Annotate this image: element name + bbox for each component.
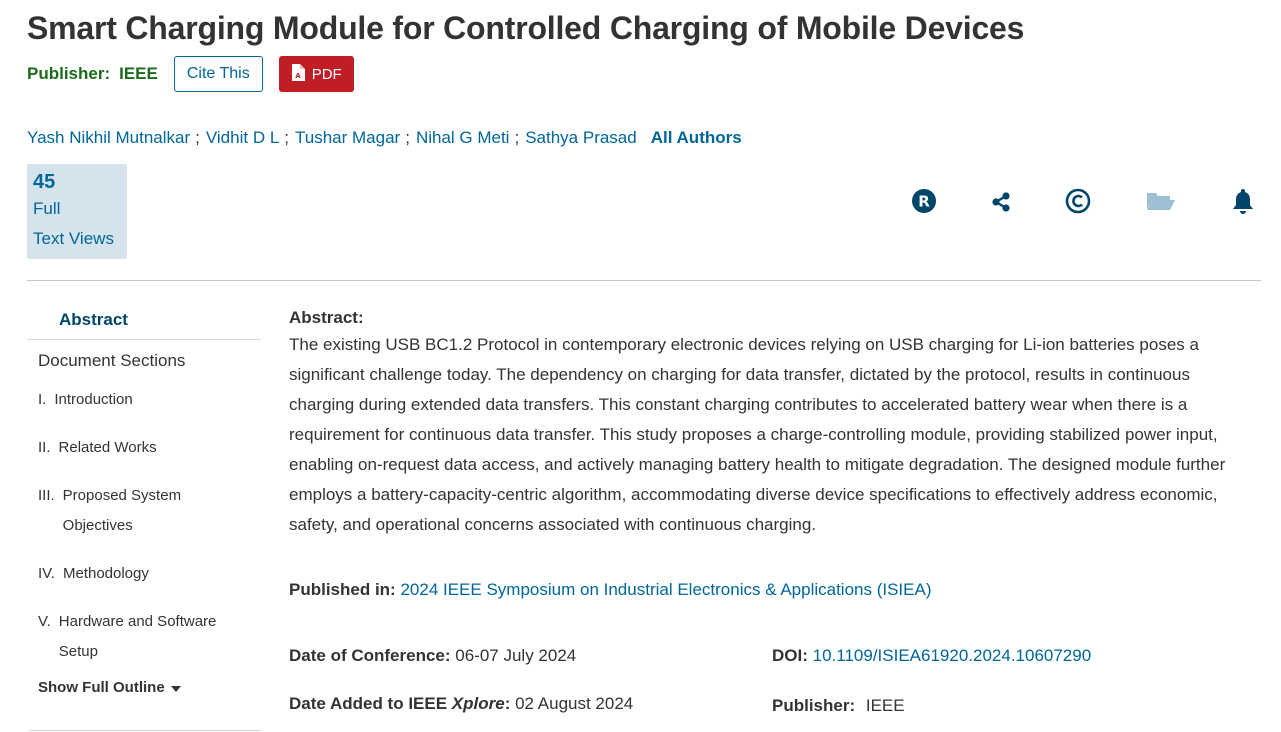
pdf-button-label: PDF <box>311 65 342 83</box>
section-title: Introduction <box>54 391 133 408</box>
author-separator: ; <box>514 128 520 147</box>
publisher-value: IEEE <box>119 64 158 83</box>
section-title: Related Works <box>58 439 157 456</box>
section-number: V. <box>38 613 51 630</box>
full-text-views-badge <box>27 164 127 259</box>
conference-date <box>289 646 576 666</box>
sidebar-item-abstract[interactable]: Abstract <box>27 300 261 340</box>
section-number: I. <box>38 391 47 408</box>
publisher-detail-value: IEEE <box>865 696 905 715</box>
publisher-label: Publisher: <box>27 64 111 83</box>
published-in-label: Published in: <box>289 580 396 599</box>
date-added <box>289 694 633 714</box>
author-link[interactable]: Nihal G Meti <box>415 128 510 147</box>
abstract-section <box>289 306 1259 540</box>
copyright-icon[interactable] <box>1064 186 1092 216</box>
doi-label: DOI: <box>772 646 808 665</box>
show-full-outline-button[interactable] <box>27 679 261 696</box>
author-link[interactable]: Vidhit D L <box>205 128 280 147</box>
authors-list <box>27 128 742 148</box>
sidebar-item-methodology[interactable] <box>27 559 261 589</box>
sidebar-divider <box>29 730 261 731</box>
views-count: 45 <box>33 171 56 193</box>
svg-text:A: A <box>295 71 301 80</box>
publisher-detail <box>772 696 905 716</box>
sidebar-item-hardware-and-software-setup[interactable] <box>27 607 261 667</box>
author-separator: ; <box>284 128 290 147</box>
abstract-text: The existing USB BC1.2 Protocol in contemporary electronic devices relying on USB charging for Li-ion batteries poses a significant challenge today. The dependency on charging for data transfer, dictated by the protocol, results in continuous charging during extended data transfers. This constant charging contributes to accelerated battery wear when there is a requirement for continuous data transfer. This study proposes a charge-controlling module, providing stabilized power input, enabling on-request data access, and actively managing battery health to mitigate degradation. The designed module further employs a battery-capacity-centric algorithm, accommodating diverse device specifications to effectively address economic, safety, and operational concerns associated with continuous charging. <box>289 335 1226 534</box>
folder-icon[interactable] <box>1145 186 1177 216</box>
section-number: II. <box>38 439 51 456</box>
show-full-outline-label: Show Full Outline <box>38 679 165 696</box>
sidebar-item-proposed-system-objectives[interactable] <box>27 481 261 541</box>
published-in <box>289 580 932 600</box>
section-number: IV. <box>38 565 55 582</box>
doi <box>772 646 1091 666</box>
publisher-detail-label: Publisher: <box>772 696 856 715</box>
views-label-line1: Full <box>33 199 61 218</box>
date-added-value: 02 August 2024 <box>515 694 634 713</box>
rights-r-icon[interactable] <box>910 186 938 216</box>
document-sections-heading: Document Sections <box>38 351 186 370</box>
sidebar-item-related-works[interactable] <box>27 433 261 463</box>
cite-this-button[interactable]: Cite This <box>174 56 263 92</box>
all-authors-link[interactable]: All Authors <box>650 128 742 147</box>
publisher-row <box>27 56 354 92</box>
pdf-button[interactable] <box>279 56 354 92</box>
author-link[interactable]: Tushar Magar <box>295 128 401 147</box>
author-separator: ; <box>195 128 200 147</box>
date-added-label: Date Added to IEEE Xplore: <box>289 694 511 713</box>
page-title: Smart Charging Module for Controlled Charging of Mobile Devices <box>27 10 1025 46</box>
svg-text:R: R <box>918 192 930 211</box>
share-icon[interactable] <box>988 186 1014 216</box>
author-link[interactable]: Yash Nikhil Mutnalkar <box>27 128 191 147</box>
doi-link[interactable]: 10.1109/ISIEA61920.2024.10607290 <box>812 646 1092 665</box>
conference-date-label: Date of Conference: <box>289 646 451 665</box>
sidebar-item-introduction[interactable] <box>27 385 261 415</box>
views-label-line2: Text Views <box>33 229 114 248</box>
author-separator: ; <box>405 128 410 147</box>
published-in-link[interactable]: 2024 IEEE Symposium on Industrial Electronics & Applications (ISIEA) <box>400 580 932 599</box>
pdf-file-icon <box>291 64 305 85</box>
abstract-label: Abstract: <box>289 308 364 327</box>
header-divider <box>27 280 1261 281</box>
document-sidebar <box>27 300 261 696</box>
conference-date-value: 06-07 July 2024 <box>455 646 577 665</box>
bell-icon[interactable] <box>1229 186 1257 216</box>
author-link[interactable]: Sathya Prasad <box>525 128 637 147</box>
section-title: Methodology <box>62 565 149 582</box>
section-number: III. <box>38 487 55 504</box>
section-title: Proposed System Objectives <box>62 487 182 534</box>
caret-down-icon <box>171 679 181 696</box>
section-title: Hardware and Software Setup <box>58 613 217 660</box>
